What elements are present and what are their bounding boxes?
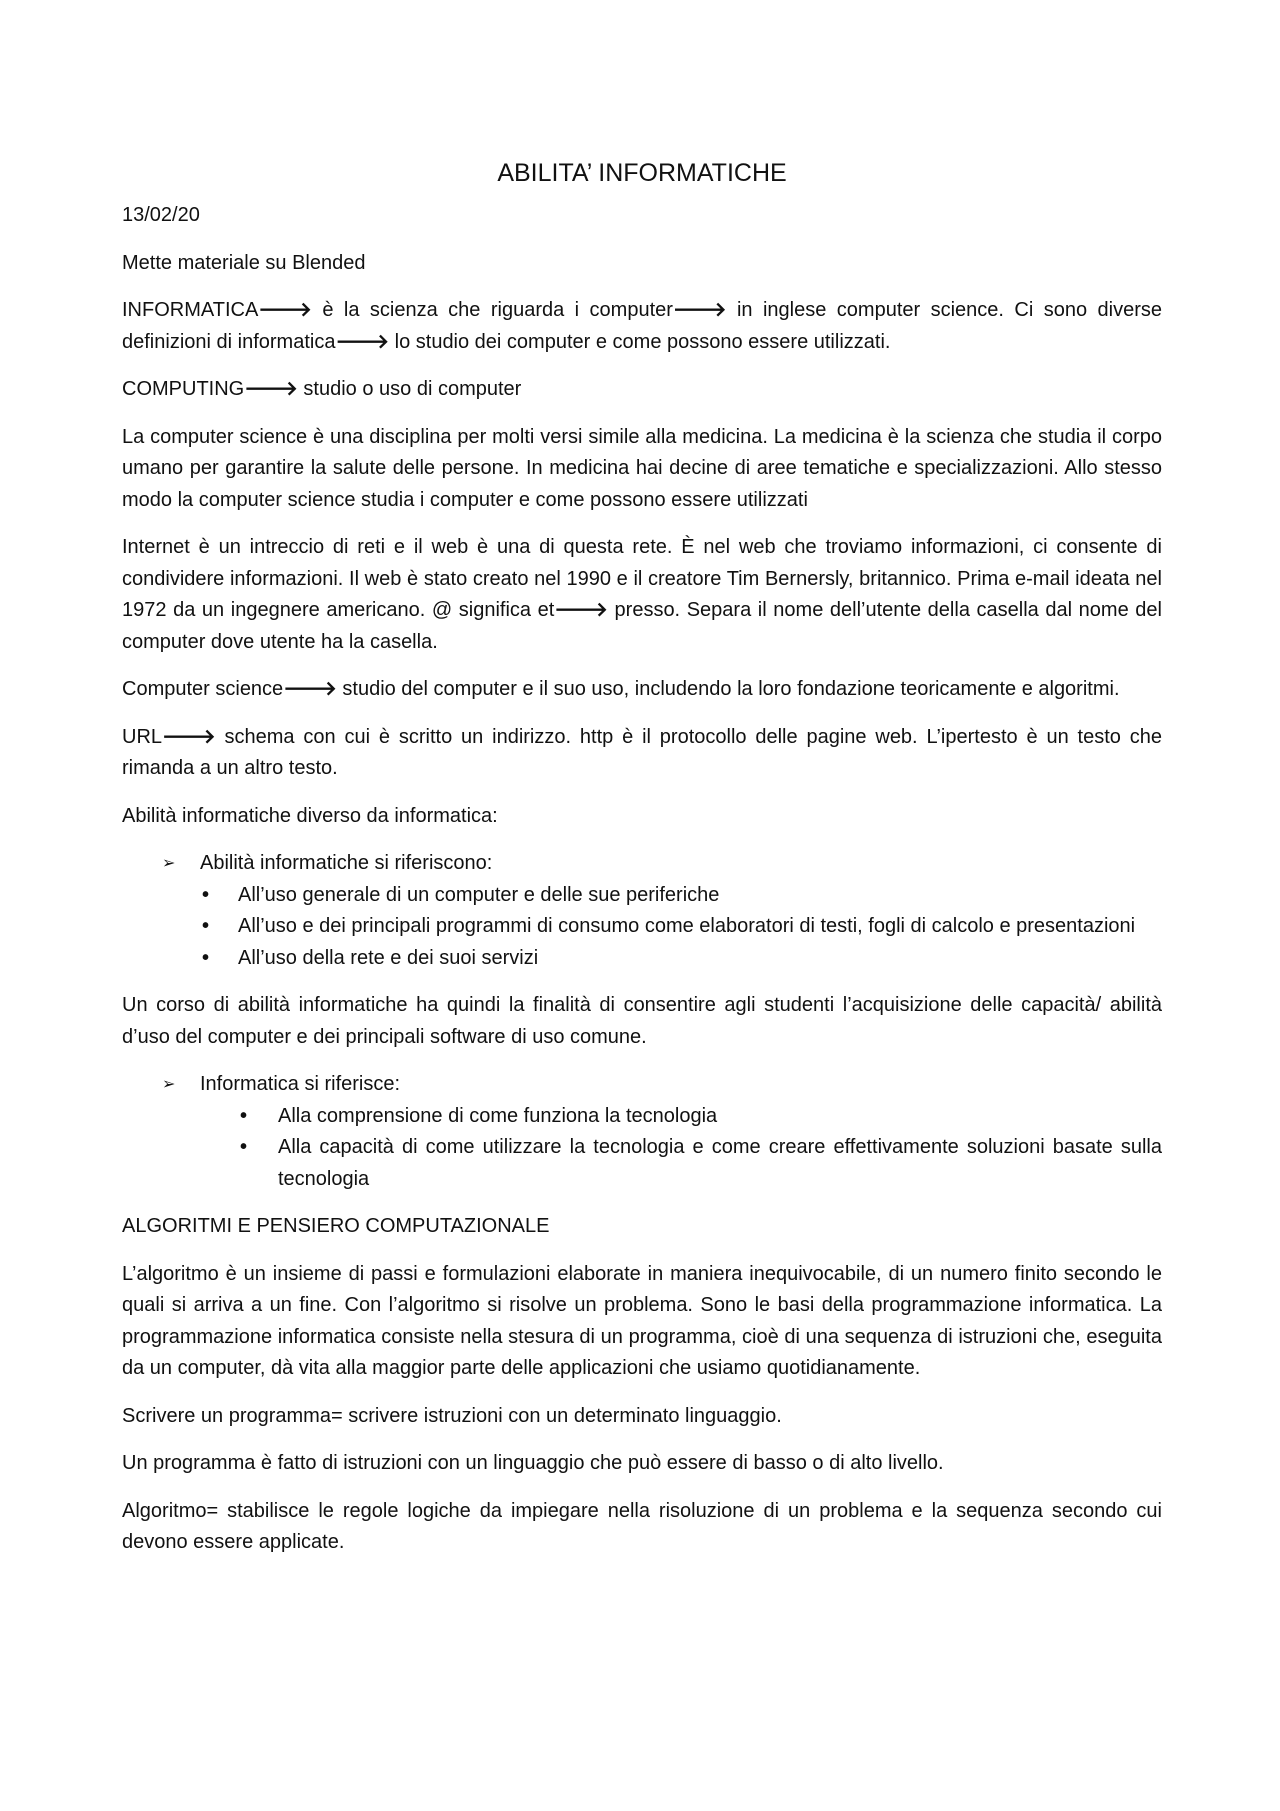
text-run: Computer science xyxy=(122,678,284,700)
list-heading-informatica xyxy=(122,1069,1162,1101)
paragraph-corso: Un corso di abilità informatiche ha quindi la finalità di consentire agli studenti l’acquisizione delle capacità/ abilità d’uso del computer e dei principali software di uso comune. xyxy=(122,994,1162,1048)
list-item xyxy=(122,880,1162,912)
arrow-icon: 🡒 xyxy=(554,599,608,621)
bullet-list-abilita xyxy=(122,880,1162,975)
list-item-text: Alla comprensione di come funziona la tecnologia xyxy=(278,1104,718,1127)
list-item xyxy=(122,911,1162,943)
text-run: presso. Separa il nome dell’utente della casella dal nome del computer dove utente ha la casella. xyxy=(122,599,1162,653)
list-heading-text: Informatica si riferisce: xyxy=(200,1073,401,1095)
text-run: Internet è un intreccio di reti e il web è una di questa rete. È nel web che troviamo informazioni, ci consente di condividere informazioni. Il web è stato creato nel 1990 e il creatore Tim Bernersly, britannico. Prima e-mail ideata nel 1972 da un ingegnere americano. @ significa et xyxy=(122,536,1162,621)
heading-algoritmi: ALGORITMI E PENSIERO COMPUTAZIONALE xyxy=(122,1215,550,1237)
paragraph-blended: Mette materiale su Blended xyxy=(122,251,366,274)
list-heading-text: Abilità informatiche si riferiscono: xyxy=(200,852,493,874)
bullet-icon: • xyxy=(240,1136,248,1158)
paragraph-medicina: La computer science è una disciplina per molti versi simile alla medicina. La medicina è la scienza che studia il corpo umano per garantire la salute delle persone. In medicina hai decine di aree tematiche e specializzazioni. Allo stesso modo la computer science studia i computer e come possono essere utilizzati xyxy=(122,425,1162,511)
document-title: ABILITA’ INFORMATICHE xyxy=(497,159,787,187)
bullet-icon: • xyxy=(202,915,210,937)
list-heading-abilita xyxy=(122,848,1162,880)
bullet-list-informatica xyxy=(122,1101,1162,1196)
list-item-text: All’uso generale di un computer e delle sue periferiche xyxy=(238,883,720,906)
paragraph-url xyxy=(122,722,1162,785)
paragraph-scrivere: Scrivere un programma= scrivere istruzioni con un determinato linguaggio. xyxy=(122,1404,782,1427)
text-run: studio del computer e il suo uso, includendo la loro fondazione teoricamente e algoritmi. xyxy=(336,678,1120,700)
paragraph-diverso: Abilità informatiche diverso da informatica: xyxy=(122,804,498,827)
text-run: studio o uso di computer xyxy=(297,378,522,400)
list-arrow-icon: ➢ xyxy=(162,1076,176,1093)
list-item xyxy=(122,943,1162,975)
text-run: COMPUTING xyxy=(122,378,245,400)
paragraph-computing xyxy=(122,374,1162,406)
list-item xyxy=(122,1132,1162,1195)
arrow-icon: 🡒 xyxy=(244,378,298,400)
arrow-icon: 🡒 xyxy=(283,678,337,700)
text-run: in inglese computer science. Ci sono diverse definizioni di informatica xyxy=(122,299,1162,353)
text-run: schema con cui è scritto un indirizzo. http è il protocollo delle pagine web. L’ipertesto è un testo che rimanda a un altro testo. xyxy=(122,725,1162,779)
text-run: INFORMATICA xyxy=(122,299,259,321)
list-arrow-icon: ➢ xyxy=(162,855,176,872)
list-item-text: Alla capacità di come utilizzare la tecnologia e come creare effettivamente soluzioni basate sulla tecnologia xyxy=(278,1136,1162,1190)
paragraph-informatica xyxy=(122,295,1162,358)
arrow-icon: 🡒 xyxy=(162,725,216,748)
list-item xyxy=(122,1101,1162,1133)
date-line: 13/02/20 xyxy=(122,204,200,226)
list-item-text: All’uso della rete e dei suoi servizi xyxy=(238,946,539,969)
text-run: è la scienza che riguarda i computer xyxy=(311,299,673,321)
list-item-text: All’uso e dei principali programmi di consumo come elaboratori di testi, fogli di calcolo e presentazioni xyxy=(238,915,1136,937)
paragraph-computer-science xyxy=(122,674,1162,706)
arrow-icon: 🡒 xyxy=(672,299,727,321)
paragraph-programma: Un programma è fatto di istruzioni con un linguaggio che può essere di basso o di alto livello. xyxy=(122,1452,944,1474)
arrow-icon: 🡒 xyxy=(258,299,312,321)
paragraph-internet xyxy=(122,532,1162,658)
arrow-icon: 🡒 xyxy=(335,330,390,353)
bullet-icon: • xyxy=(202,946,210,969)
document-body xyxy=(122,156,1162,1575)
paragraph-algoritmo: L’algoritmo è un insieme di passi e formulazioni elaborate in maniera inequivocabile, di un numero finito secondo le quali si arriva a un fine. Con l’algoritmo si risolve un problema. Sono le basi della programmazione informatica. La programmazione informatica consiste nella stesura di un programma, cioè di una sequenza di istruzioni che, eseguita da un computer, dà vita alla maggior parte delle applicazioni che usiamo quotidianamente. xyxy=(122,1262,1162,1379)
text-run: URL xyxy=(122,725,163,748)
text-run: lo studio dei computer e come possono essere utilizzati. xyxy=(389,330,891,353)
bullet-icon: • xyxy=(240,1104,248,1127)
bullet-icon: • xyxy=(202,883,210,906)
paragraph-algoritmo-def: Algoritmo= stabilisce le regole logiche da impiegare nella risoluzione di un problema e la sequenza secondo cui devono essere applicate. xyxy=(122,1499,1162,1553)
